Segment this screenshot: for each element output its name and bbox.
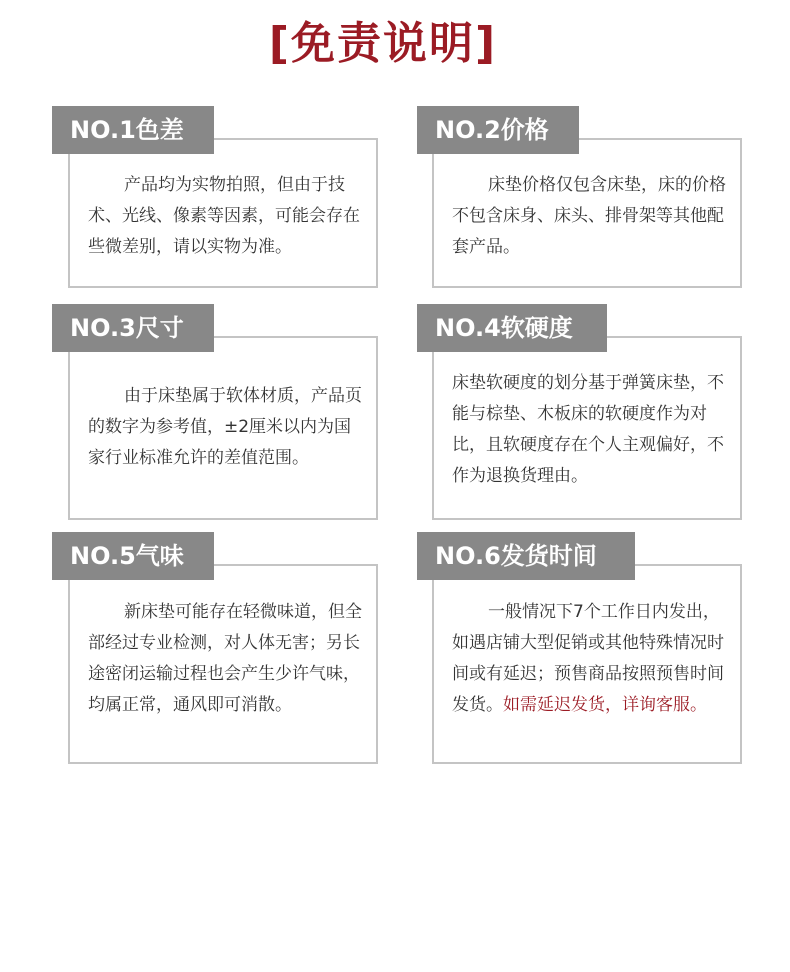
card-heading-label: 价格	[500, 116, 549, 144]
card-heading-size	[52, 304, 214, 352]
card-heading-label: 尺寸	[135, 314, 184, 342]
card-number: NO.2	[435, 116, 501, 144]
card-text	[452, 170, 730, 263]
card-paragraph: 由于床垫属于软体材质，产品页的数字为参考值，±2厘米以内为国家行业标准允许的差值范围。	[88, 386, 362, 468]
card-number: NO.1	[70, 116, 136, 144]
contact-service-note: 如需延迟发货，详询客服。	[503, 695, 707, 715]
page-title: [免责说明]	[268, 18, 498, 69]
card-heading-firmness	[417, 304, 607, 352]
card-paragraph: 新床垫可能存在轻微味道，但全部经过专业检测，对人体无害；另长途密闭运输过程也会产生少许气味，均属正常，通风即可消散。	[88, 602, 362, 715]
card-heading-label: 发货时间	[500, 542, 597, 570]
card-heading-odor	[52, 532, 214, 580]
card-paragraph: 产品均为实物拍照，但由于技术、光线、像素等因素，可能会存在些微差别，请以实物为准。	[88, 175, 360, 257]
card-heading-label: 色差	[135, 116, 184, 144]
card-heading-shipping-time	[417, 532, 635, 580]
card-text	[452, 597, 730, 721]
card-text	[88, 381, 366, 474]
card-number: NO.5	[70, 542, 136, 570]
card-heading-label: 气味	[135, 542, 184, 570]
card-number: NO.6	[435, 542, 501, 570]
card-text	[88, 170, 366, 263]
card-text	[88, 597, 366, 721]
card-heading-label: 软硬度	[500, 314, 573, 342]
card-paragraph: 床垫价格仅包含床垫，床的价格不包含床身、床头、排骨架等其他配套产品。	[452, 175, 726, 257]
card-paragraph	[452, 597, 730, 721]
card-number: NO.4	[435, 314, 501, 342]
card-paragraph-text: 一般情况下7个工作日内发出，如遇店铺大型促销或其他特殊情况时间或有延迟；预售商品按照预售时间发货。	[452, 602, 724, 715]
card-heading-price	[417, 106, 579, 154]
card-text	[452, 368, 730, 492]
card-heading-color-difference	[52, 106, 214, 154]
card-number: NO.3	[70, 314, 136, 342]
card-paragraph: 床垫软硬度的划分基于弹簧床垫，不能与棕垫、木板床的软硬度作为对比，且软硬度存在个人主观偏好，不作为退换货理由。	[452, 373, 724, 486]
